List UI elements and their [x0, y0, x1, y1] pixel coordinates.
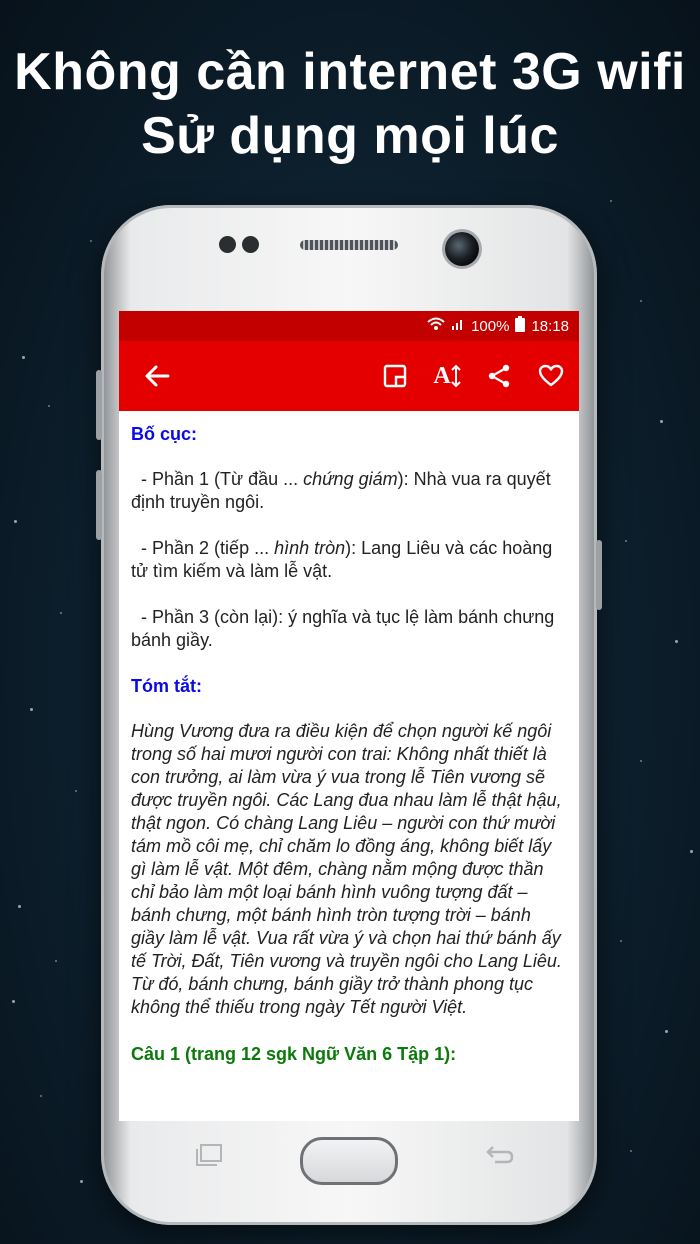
heading-layout: Bố cục:: [131, 424, 198, 444]
signal-icon: [451, 317, 465, 335]
phone-sensor-1: [219, 236, 236, 253]
heading-summary: Tóm tắt:: [131, 676, 202, 696]
app-toolbar: [119, 341, 579, 411]
wifi-icon: [427, 317, 445, 335]
promo-headline-line2: Sử dụng mọi lúc: [141, 107, 559, 165]
question-1-heading: Câu 1 (trang 12 sgk Ngữ Văn 6 Tập 1):: [131, 1044, 457, 1064]
font-size-icon[interactable]: [433, 362, 461, 390]
summary-paragraph: Hùng Vương đưa ra điều kiện để chọn người kế ngôi trong số hai mươi người con trai: Không nhất thiết là con trưởng, ai làm vừa ý vua trong lễ Tiên vương sẽ được truyền ngôi. Các Lang đua nhau làm lễ thật hậu, thật ngon. Có chàng Lang Liêu – người con thứ mười tám mồ côi mẹ, chỉ chăm lo đồng áng, không biết lấy gì làm lễ vật. Một đêm, chàng nằm mộng được thần chỉ bảo làm một loại bánh hình vuông tượng đất – bánh chưng, một bánh hình tròn tượng trời – bánh giầy làm lễ vật. Vua rất vừa ý và chọn hai thứ bánh ấy tế Trời, Đất, Tiên vương và truyền ngôi cho Lang Liêu. Từ đó, bánh chưng, bánh giầy trở thành phong tục không thể thiếu trong ngày Tết người Việt.: [131, 721, 562, 1017]
arrow-left-icon[interactable]: [143, 362, 171, 390]
status-bar: [119, 311, 579, 341]
part-3-paragraph: - Phần 3 (còn lại): ý nghĩa và tục lệ làm bánh chưng bánh giầy.: [131, 607, 555, 650]
phone-screen: [119, 311, 579, 1121]
status-time: 18:18: [531, 317, 569, 335]
heart-icon[interactable]: [537, 362, 565, 390]
part-2-paragraph: - Phần 2 (tiếp ... hình tròn): Lang Liêu và các hoàng tử tìm kiếm và làm lễ vật.: [131, 538, 553, 581]
back-nav-icon[interactable]: [485, 1143, 515, 1172]
home-button[interactable]: [300, 1137, 398, 1185]
note-icon[interactable]: [381, 362, 409, 390]
promo-headline: [0, 40, 700, 168]
share-icon[interactable]: [485, 362, 513, 390]
promo-headline-line1: Không cần internet 3G wifi: [14, 43, 686, 101]
phone-side-button-right: [596, 540, 602, 610]
phone-speaker-grille: [300, 240, 398, 250]
article-content: [119, 411, 579, 1066]
phone-side-button-left: [96, 370, 102, 440]
font-size-icon-label: A: [433, 362, 451, 389]
part-1-paragraph: - Phần 1 (Từ đầu ... chứng giám): Nhà vua ra quyết định truyền ngôi.: [131, 469, 551, 512]
phone-sensor-2: [242, 236, 259, 253]
phone-front-camera: [445, 232, 479, 266]
battery-icon: [515, 316, 525, 336]
battery-percent: 100%: [471, 317, 510, 335]
phone-side-button-left-2: [96, 470, 102, 540]
recent-apps-icon[interactable]: [195, 1143, 223, 1172]
